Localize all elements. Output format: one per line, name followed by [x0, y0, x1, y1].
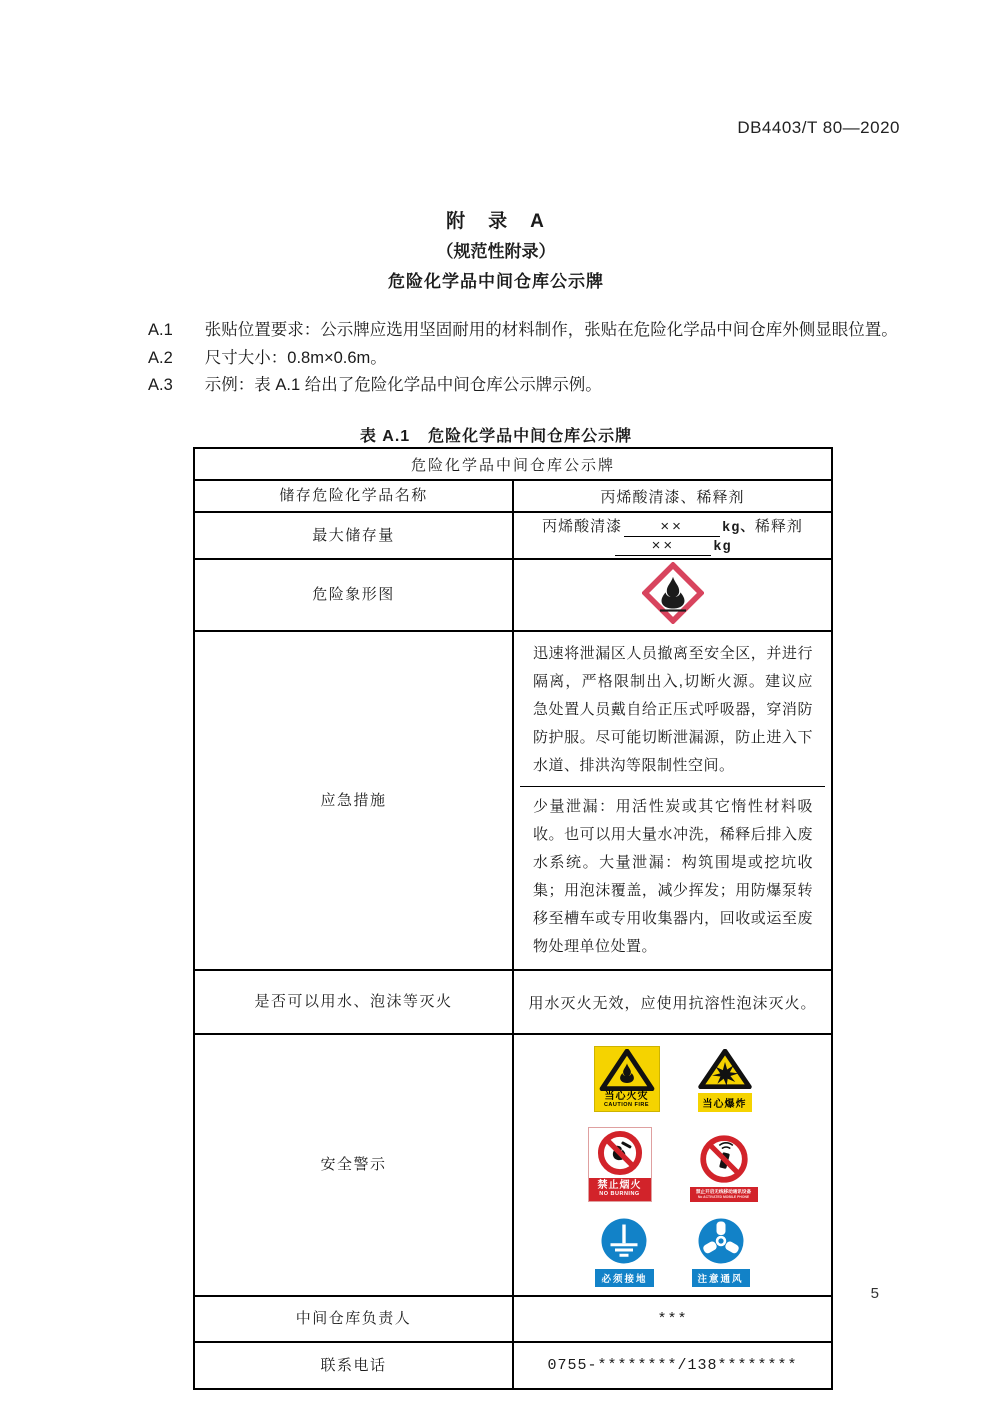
unit-1: kg、: [722, 521, 755, 536]
board-banner: 危险化学品中间仓库公示牌: [194, 448, 832, 480]
caution-fire-icon: [599, 1049, 655, 1091]
chemical-2: 稀释剂: [754, 518, 803, 535]
clause-a3: [96, 372, 904, 400]
sign-band: [589, 1178, 651, 1201]
clause-number: A.1: [148, 321, 173, 339]
emergency-text-1: 迅速将泄漏区人员撤离至安全区，并进行隔离，严格限制出入,切断火源。建议应急处置人员戴自给正压式呼吸器，穿消防防护服。尽可能切断泄漏源，防止进入下水道、排洪沟等限制性空间。: [533, 645, 813, 774]
phone-value: 0755-********/138********: [513, 1342, 832, 1389]
page-number: 5: [870, 1285, 879, 1302]
sign-label-en: NO BURNING: [599, 1191, 640, 1197]
table-caption: [0, 423, 992, 446]
ghs-flammable-icon: [642, 562, 704, 624]
safety-signs-grid: [520, 1037, 825, 1293]
emergency-cell: [513, 631, 832, 970]
clause-a2: [96, 345, 904, 373]
table-row: [194, 970, 832, 1034]
manager-value: ***: [513, 1296, 832, 1342]
chemical-1: 丙烯酸清漆: [542, 518, 623, 535]
sign-band: [690, 1187, 758, 1202]
max-storage-label: 最大储存量: [194, 512, 513, 559]
table-row: [194, 1296, 832, 1342]
manager-label: 中间仓库负责人: [194, 1296, 513, 1342]
table-caption-number: 表 A.1: [359, 428, 411, 445]
clause-list: [96, 317, 904, 400]
safety-label: 安全警示: [194, 1034, 513, 1296]
table-row: [194, 448, 832, 480]
no-burning-icon: [590, 1128, 650, 1178]
notice-board-table: [193, 447, 833, 1390]
table-row: [194, 1034, 832, 1296]
quantity-blank-1: ××: [624, 518, 720, 537]
extinguish-value: 用水灭火无效，应使用抗溶性泡沫灭火。: [513, 970, 832, 1034]
table-row: [194, 480, 832, 512]
emergency-text-2: 少量泄漏：用活性炭或其它惰性材料吸收。也可以用大量水冲洗，稀释后排入废水系统。大量泄漏：构筑围堤或挖坑收集；用泡沫覆盖，减少挥发；用防爆泵转移至槽车或专用收集器内，回收或运至废物处理单位处置。: [520, 786, 825, 967]
appendix-subheading: （规范性附录）: [436, 242, 556, 261]
sign-label-zh: 禁止开启无线移动通讯设备: [695, 1189, 752, 1194]
no-mobile-phone-icon: [698, 1133, 750, 1185]
sign-label-zh: 当心爆炸: [698, 1093, 752, 1112]
table-row: [194, 631, 832, 970]
clause-text: 示例：表 A.1 给出了危险化学品中间仓库公示牌示例。: [204, 376, 602, 394]
no-burning-sign: [588, 1127, 652, 1202]
table-row: [194, 1342, 832, 1389]
ventilation-icon: [697, 1217, 745, 1265]
clause-text: 张贴位置要求：公示牌应选用坚固耐用的材料制作，张贴在危险化学品中间仓库外侧显眼位置。: [204, 321, 898, 339]
appendix-title: 危险化学品中间仓库公示牌: [388, 272, 604, 291]
sign-label-zh: 禁止烟火: [597, 1180, 642, 1191]
pictogram-cell: [513, 559, 832, 631]
pictogram-label: 危险象形图: [194, 559, 513, 631]
storage-name-value: 丙烯酸清漆、稀释剂: [513, 480, 832, 512]
appendix-title-block: [0, 206, 992, 297]
emergency-label: 应急措施: [194, 631, 513, 970]
clause-number: A.2: [148, 348, 173, 367]
max-storage-value: [513, 512, 832, 559]
table-row: [194, 512, 832, 559]
extinguish-label: 是否可以用水、泡沫等灭火: [194, 970, 513, 1034]
sign-label-zh: 当心火灾: [604, 1091, 649, 1102]
clause-number: A.3: [148, 376, 173, 394]
standard-reference: DB4403/T 80—2020: [737, 118, 900, 137]
must-ground-icon: [600, 1217, 648, 1265]
sign-label-en: CAUTION FIRE: [603, 1102, 650, 1108]
no-mobile-phone-sign: [690, 1133, 758, 1202]
caution-explosion-icon: [698, 1049, 752, 1089]
clause-text: 尺寸大小：0.8m×0.6m。: [204, 348, 387, 367]
appendix-heading: 附 录 A: [446, 211, 546, 232]
table-caption-title: 危险化学品中间仓库公示牌: [428, 428, 633, 445]
unit-2: kg: [713, 540, 732, 555]
sign-label-zh: 注意通风: [692, 1269, 750, 1287]
sign-row: [594, 1046, 752, 1112]
sign-row: [588, 1127, 758, 1202]
sign-row: [595, 1217, 749, 1287]
clause-a1: [96, 317, 904, 345]
sign-label-zh: 必须接地: [595, 1269, 653, 1287]
caution-explosion-sign: [698, 1049, 752, 1112]
ventilation-sign: [692, 1217, 750, 1287]
safety-signs-cell: [513, 1034, 832, 1296]
quantity-blank-2: ××: [615, 537, 711, 556]
phone-label: 联系电话: [194, 1342, 513, 1389]
storage-name-label: 储存危险化学品名称: [194, 480, 513, 512]
table-row: [194, 559, 832, 631]
sign-label-en: No ACTIVATED MOBILE PHONE: [697, 1195, 750, 1199]
must-ground-sign: [595, 1217, 653, 1287]
caution-fire-sign: [594, 1046, 660, 1112]
